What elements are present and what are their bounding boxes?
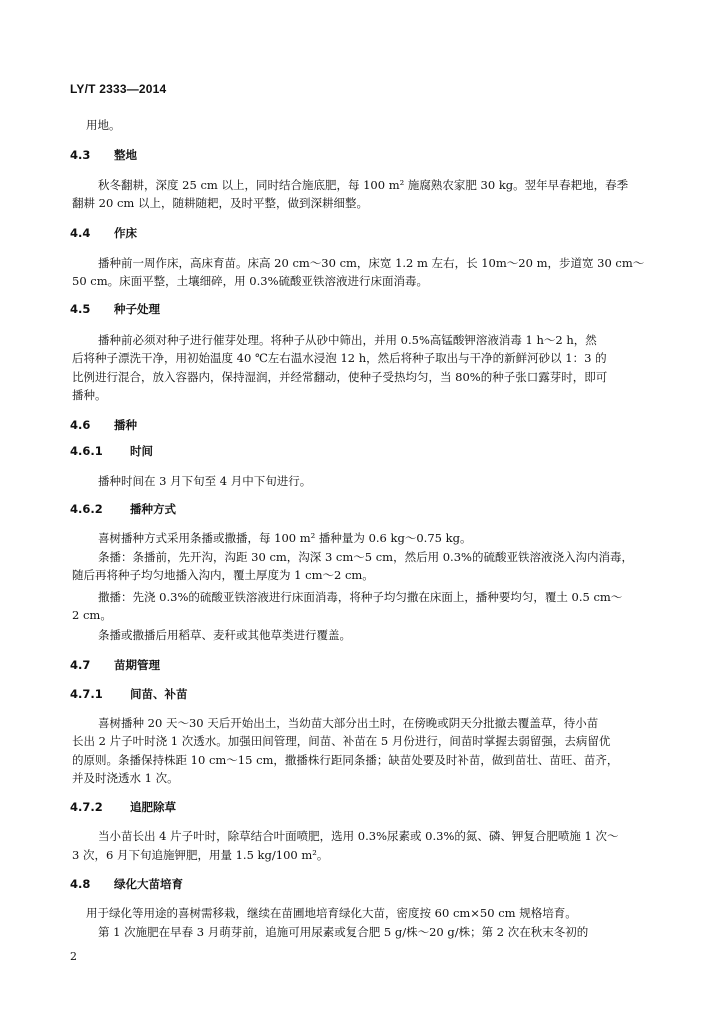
standard-code-header: LY/T 2333—2014 [70,82,167,96]
section-number: 4.8 [70,877,91,891]
paragraph-line: 喜树播种 20 天～30 天后开始出土，当幼苗大部分出土时，在傍晚或阴天分批撤去覆盖草，待小苗 [98,716,599,730]
section-title: 绿化大苗培育 [114,877,183,891]
section-heading-4-7-2 [70,800,176,814]
paragraph-line: 播种。 [72,388,107,402]
section-title: 播种 [114,418,137,432]
paragraph-line: 条播：条播前，先开沟，沟距 30 cm，沟深 3 cm～5 cm，然后用 0.3%的硫酸亚铁溶液浇入沟内消毒， [98,550,633,564]
section-title: 时间 [130,444,153,458]
section-title: 作床 [114,226,137,240]
section-number: 4.6.1 [70,444,103,458]
section-number: 4.7 [70,658,91,672]
paragraph-line: 当小苗长出 4 片子叶时，除草结合叶面喷肥，选用 0.3%尿素或 0.3%的氮、磷、钾复合肥喷施 1 次～ [98,829,619,843]
paragraph-line: 用地。 [86,118,121,132]
section-heading-4-3 [70,148,137,162]
section-heading-4-8 [70,877,183,891]
section-title: 整地 [114,148,137,162]
paragraph-line: 用于绿化等用途的喜树需移栽，继续在苗圃地培育绿化大苗，密度按 60 cm×50 cm 规格培育。 [86,906,577,920]
paragraph-line: 条播或撒播后用稻草、麦秆或其他草类进行覆盖。 [98,628,351,642]
section-heading-4-6-2 [70,502,176,516]
paragraph-line: 翻耕 20 cm 以上，随耕随耙，及时平整，做到深耕细整。 [72,196,368,210]
paragraph-line: 后将种子漂洗干净，用初始温度 40 ℃左右温水浸泡 12 h，然后将种子取出与干净的新鲜河砂以 1：3 的 [72,351,607,365]
paragraph-line: 随后再将种子均匀地播入沟内，覆土厚度为 1 cm～2 cm。 [72,568,374,582]
paragraph-line: 播种前一周作床，高床育苗。床高 20 cm～30 cm，床宽 1.2 m 左右，长 10m～20 m，步道宽 30 cm～ [98,256,645,270]
section-heading-4-5 [70,302,160,316]
section-number: 4.5 [70,302,91,316]
section-title: 种子处理 [114,302,160,316]
section-title: 间苗、补苗 [130,687,188,701]
paragraph-line: 播种时间在 3 月下旬至 4 月中下旬进行。 [98,474,312,488]
paragraph-line: 2 cm。 [72,608,112,622]
paragraph-line: 秋冬翻耕，深度 25 cm 以上，同时结合施底肥，每 100 m² 施腐熟农家肥 30 kg。翌年早春耙地，春季 [98,178,629,192]
section-heading-4-6 [70,418,137,432]
paragraph-line: 长出 2 片子叶时浇 1 次透水。加强田间管理，间苗、补苗在 5 月份进行，间苗时掌握去弱留强，去病留优 [72,734,611,748]
section-title: 追肥除草 [130,800,176,814]
section-title: 苗期管理 [114,658,160,672]
paragraph-line: 比例进行混合，放入容器内，保持湿润，并经常翻动，使种子受热均匀，当 80%的种子张口露芽时，即可 [72,370,608,384]
section-heading-4-6-1 [70,444,153,458]
section-number: 4.6.2 [70,502,103,516]
paragraph-line: 播种前必须对种子进行催芽处理。将种子从砂中筛出，并用 0.5%高锰酸钾溶液消毒 1 h～2 h，然 [98,333,597,347]
paragraph-line: 撒播：先浇 0.3%的硫酸亚铁溶液进行床面消毒，将种子均匀撒在床面上，播种要均匀，覆土 0.5 cm～ [98,590,623,604]
section-heading-4-4 [70,226,137,240]
paragraph-line: 50 cm。床面平整，土壤细碎，用 0.3%硫酸亚铁溶液进行床面消毒。 [72,274,429,288]
paragraph-line: 并及时浇透水 1 次。 [72,771,179,785]
paragraph-line: 3 次，6 月下旬追施钾肥，用量 1.5 kg/100 m²。 [72,848,329,862]
section-number: 4.4 [70,226,91,240]
paragraph-line: 喜树播种方式采用条播或撒播，每 100 m² 播种量为 0.6 kg～0.75 kg。 [98,531,472,545]
page-number: 2 [70,950,77,963]
paragraph-line: 的原则。条播保持株距 10 cm～15 cm，撒播株行距同条播；缺苗处要及时补苗，做到苗壮、苗旺、苗齐， [72,753,619,767]
section-number: 4.3 [70,148,91,162]
paragraph-line: 第 1 次施肥在早春 3 月萌芽前，追施可用尿素或复合肥 5 g/株～20 g/株；第 2 次在秋末冬初的 [98,925,589,939]
section-title: 播种方式 [130,502,176,516]
section-heading-4-7 [70,658,160,672]
section-heading-4-7-1 [70,687,188,701]
section-number: 4.7.2 [70,800,103,814]
section-number: 4.7.1 [70,687,103,701]
section-number: 4.6 [70,418,91,432]
